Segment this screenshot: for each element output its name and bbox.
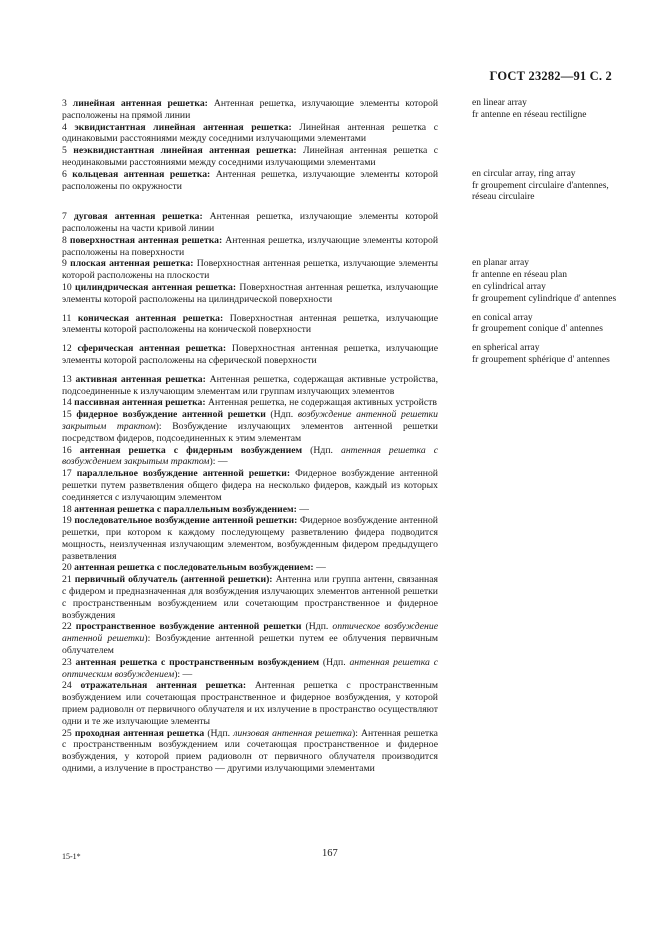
deprecated-term: антенная решетка с оптическим возбуждением (62, 656, 439, 680)
term-definition: Поверхностная антенная решетка, излучающие элементы которой расположены на цилиндрической поверхности (62, 281, 439, 305)
footer-signature: 15-1* (62, 852, 81, 861)
term-number: 3 (62, 98, 67, 109)
deprecated-term: антенная решетка с возбуждением закрытым трактом (62, 444, 439, 468)
term-entry (62, 504, 622, 516)
english-equivalent: en planar array (472, 258, 529, 269)
term-number: 20 (62, 562, 72, 574)
term-definition: Антенна или группа антенн, связанная с фидером и предназначенная для возбуждения излучающих элементов антенной решетки с пространственным возбуждением или сочетающим пространственное и фидерное возбуждения (62, 574, 439, 621)
term-name: активная антенная решетка: (75, 373, 206, 385)
french-equivalent: fr groupement circulaire d'antennes, réseau circulaire (472, 180, 609, 203)
foreign-equivalents (472, 282, 622, 306)
term-definition: Фидерное возбуждение антенной решетки путем разветвления общего фидера на несколько фидеров, каждый из которых соединяется с излучающим элементом (62, 468, 438, 503)
term-name: антенная решетка с параллельным возбуждением: (74, 503, 297, 515)
term-definition: Антенная решетка, излучающие элементы которой расположены на прямой линии (62, 98, 438, 121)
deprecated-prefix: (Ндп. (204, 727, 234, 739)
deprecated-prefix: (Ндп. (319, 656, 350, 668)
term-entry (62, 313, 622, 337)
foreign-equivalents (472, 258, 622, 282)
term-definition: ): Возбуждение излучающих элементов антенной решетки посредством фидеров, подсоединенных к этим элементам (62, 420, 438, 444)
deprecated-prefix: (Ндп. (301, 621, 333, 633)
term-name: коническая антенная решетка: (77, 312, 224, 324)
term-name: первичный облучатель (антенной решетки): (74, 574, 273, 586)
term-definition-block (62, 145, 438, 169)
term-definition: Антенная решетка, излучающие элементы которой расположены на поверхности (62, 234, 438, 258)
term-number: 11 (62, 312, 72, 324)
english-equivalent: en conical array (472, 312, 533, 323)
term-definition: ): Возбуждение антенной решетки путем ее облучения первичным облучателем (62, 633, 438, 657)
term-number: 22 (62, 621, 72, 633)
term-entry (62, 145, 622, 169)
foreign-equivalents (472, 169, 622, 204)
term-definition: Линейная антенная решетка с неодинаковыми расстояниями между соседними излучающими элементами (62, 145, 439, 168)
term-definition-block (62, 621, 438, 656)
term-entry (62, 282, 622, 306)
french-equivalent: fr antenne en réseau rectiligne (472, 109, 587, 120)
term-number: 14 (62, 397, 72, 409)
term-definition-block (62, 235, 438, 259)
term-definition: Поверхностная антенная решетка, излучающие элементы которой расположены на конической поверхности (62, 312, 439, 336)
french-equivalent: fr antenne en réseau plan (472, 270, 567, 281)
term-definition: Фидерное возбуждение антенной решетки, при котором к каждому последующему разветвлению фидера подводится мощность, неизлученная излучающим элементом, возбужденным фидером предыдущего разветвления (62, 515, 438, 562)
term-entry (62, 211, 622, 235)
term-entry (62, 409, 622, 444)
term-definition: Антенная решетка, излучающие элементы которой расположены на части кривой линии (62, 211, 439, 234)
term-name: поверхностная антенная решетка: (69, 234, 223, 246)
term-name: плоская антенная решетка: (70, 258, 194, 270)
term-definition-block (62, 98, 438, 122)
english-equivalent: en cylindrical array (472, 281, 546, 292)
term-name: антенная решетка с пространственным возбуждением (75, 656, 320, 668)
term-definition: ): — (209, 456, 228, 468)
term-name: фидерное возбуждение антенной решетки (76, 409, 266, 421)
term-definition-block (62, 680, 438, 727)
term-definition: Поверхностная антенная решетка, излучающие элементы которой расположены на сферической поверхности (62, 343, 438, 366)
deprecated-prefix: (Ндп. (265, 409, 298, 421)
term-name: эквидистантная линейная антенная решетка: (74, 121, 292, 133)
term-definition-block (62, 258, 438, 282)
term-definition-block (62, 374, 438, 398)
term-name: дуговая антенная решетка: (73, 211, 203, 223)
term-entry (62, 169, 622, 204)
term-entry (62, 258, 622, 282)
term-number: 13 (62, 373, 72, 385)
term-definition-block (62, 282, 438, 306)
term-definition-block (62, 562, 438, 574)
terms-list (62, 98, 622, 775)
term-definition: Антенная решетка, содержащая активные устройства, подсоединенные к излучающим элементам или группам излучающих элементов (62, 373, 439, 397)
term-entry (62, 621, 622, 656)
english-equivalent: en circular array, ring array (472, 168, 576, 179)
term-number: 23 (62, 656, 72, 668)
standard-header: ГОСТ 23282—91 С. 2 (489, 69, 612, 83)
term-definition-block (62, 169, 438, 193)
french-equivalent: fr groupement conique d' antennes (472, 324, 603, 335)
term-name: пространственное возбуждение антенной решетки (75, 621, 302, 633)
term-number: 12 (62, 343, 72, 355)
term-definition-block (62, 515, 438, 562)
term-number: 4 (62, 121, 67, 133)
term-number: 15 (62, 409, 72, 421)
english-equivalent: en spherical array (472, 343, 540, 354)
term-number: 16 (62, 444, 72, 456)
term-entry (62, 562, 622, 574)
term-entry (62, 374, 622, 398)
term-number: 5 (62, 145, 67, 157)
term-name: последовательное возбуждение антенной решетки: (74, 515, 298, 527)
term-number: 24 (62, 680, 72, 692)
term-name: цилиндрическая антенная решетка: (75, 281, 237, 293)
term-definition-block (62, 122, 438, 146)
term-number: 17 (62, 468, 72, 480)
deprecated-term: линзовая антенная решетка (233, 727, 352, 739)
deprecated-term: возбуждение антенной решетки закрытым трактом (62, 409, 438, 432)
term-definition: Антенная решетка, не содержащая активных устройств (205, 397, 437, 409)
term-definition-block (62, 468, 438, 503)
term-entry (62, 98, 622, 122)
term-number: 25 (62, 727, 72, 739)
term-number: 8 (62, 234, 67, 246)
term-definition: ): — (174, 668, 193, 680)
term-definition: Антенная решетка, излучающие элементы которой расположены по окружности (62, 168, 439, 192)
term-definition-block (62, 313, 438, 337)
term-entry (62, 574, 622, 621)
term-entry (62, 122, 622, 146)
french-equivalent: fr groupement sphérique d' antennes (472, 354, 610, 365)
term-definition-block (62, 574, 438, 621)
term-definition: ): Антенная решетка с пространственным возбуждением или сочетающая пространственное и фидерное возбуждения, у которой прием радиоволн от первичного облучателя производится одними, а излучение в пространство — другими излучающими элементами (62, 727, 438, 775)
term-entry (62, 680, 622, 727)
term-number: 7 (62, 211, 67, 223)
term-number: 21 (62, 574, 72, 586)
term-number: 18 (62, 503, 72, 515)
term-definition: Линейная антенная решетка с одинаковыми расстояниями между соседними излучающими элементами (62, 121, 438, 145)
deprecated-prefix: (Ндп. (302, 444, 341, 456)
term-entry (62, 515, 622, 562)
term-name: пассивная антенная решетка: (74, 397, 206, 409)
french-equivalent: fr groupement cylindrique d' antennes (472, 293, 617, 304)
term-entry (62, 397, 622, 409)
term-name: кольцевая антенная решетка: (72, 168, 211, 180)
term-name: антенная решетка с последовательным возбуждением: (74, 562, 314, 574)
foreign-equivalents (472, 98, 622, 122)
term-entry (62, 728, 622, 775)
term-name: неэквидистантная линейная антенная решетка: (73, 145, 297, 157)
term-number: 6 (62, 168, 67, 180)
term-definition-block (62, 728, 438, 775)
term-name: параллельное возбуждение антенной решетки: (76, 468, 291, 480)
term-name: проходная антенная решетка (74, 727, 205, 739)
page-number: 167 (322, 848, 338, 859)
term-entry (62, 343, 622, 367)
term-definition-block (62, 657, 438, 681)
term-name: антенная решетка с фидерным возбуждением (79, 444, 303, 456)
term-definition-block (62, 343, 438, 367)
term-definition: Поверхностная антенная решетка, излучающие элементы которой расположены на плоскости (62, 258, 439, 282)
term-entry (62, 657, 622, 681)
deprecated-term: оптическое возбуждение антенной решетки (62, 621, 438, 645)
term-name: отражательная антенная решетка: (80, 680, 247, 692)
term-entry (62, 235, 622, 259)
english-equivalent: en linear array (472, 98, 527, 108)
term-definition: Антенная решетка с пространственным возбуждением или сочетающая пространственное и фидерное возбуждения, у которой прием радиоволн от первичного облучателя и их излучение в пространство осуществляют одни и те же излучающие элементы (62, 680, 439, 727)
term-definition-block (62, 504, 438, 516)
term-definition-block (62, 211, 438, 235)
term-number: 19 (62, 515, 72, 527)
term-definition: — (296, 503, 309, 515)
foreign-equivalents (472, 313, 622, 337)
term-definition-block (62, 445, 438, 469)
term-number: 10 (62, 281, 72, 293)
foreign-equivalents (472, 343, 622, 367)
term-name: линейная антенная решетка: (72, 98, 208, 109)
term-number: 9 (62, 258, 67, 270)
term-definition: — (313, 562, 326, 574)
term-entry (62, 468, 622, 503)
term-definition-block (62, 409, 438, 444)
term-name: сферическая антенная решетка: (77, 343, 227, 355)
term-entry (62, 445, 622, 469)
term-definition-block (62, 397, 438, 409)
